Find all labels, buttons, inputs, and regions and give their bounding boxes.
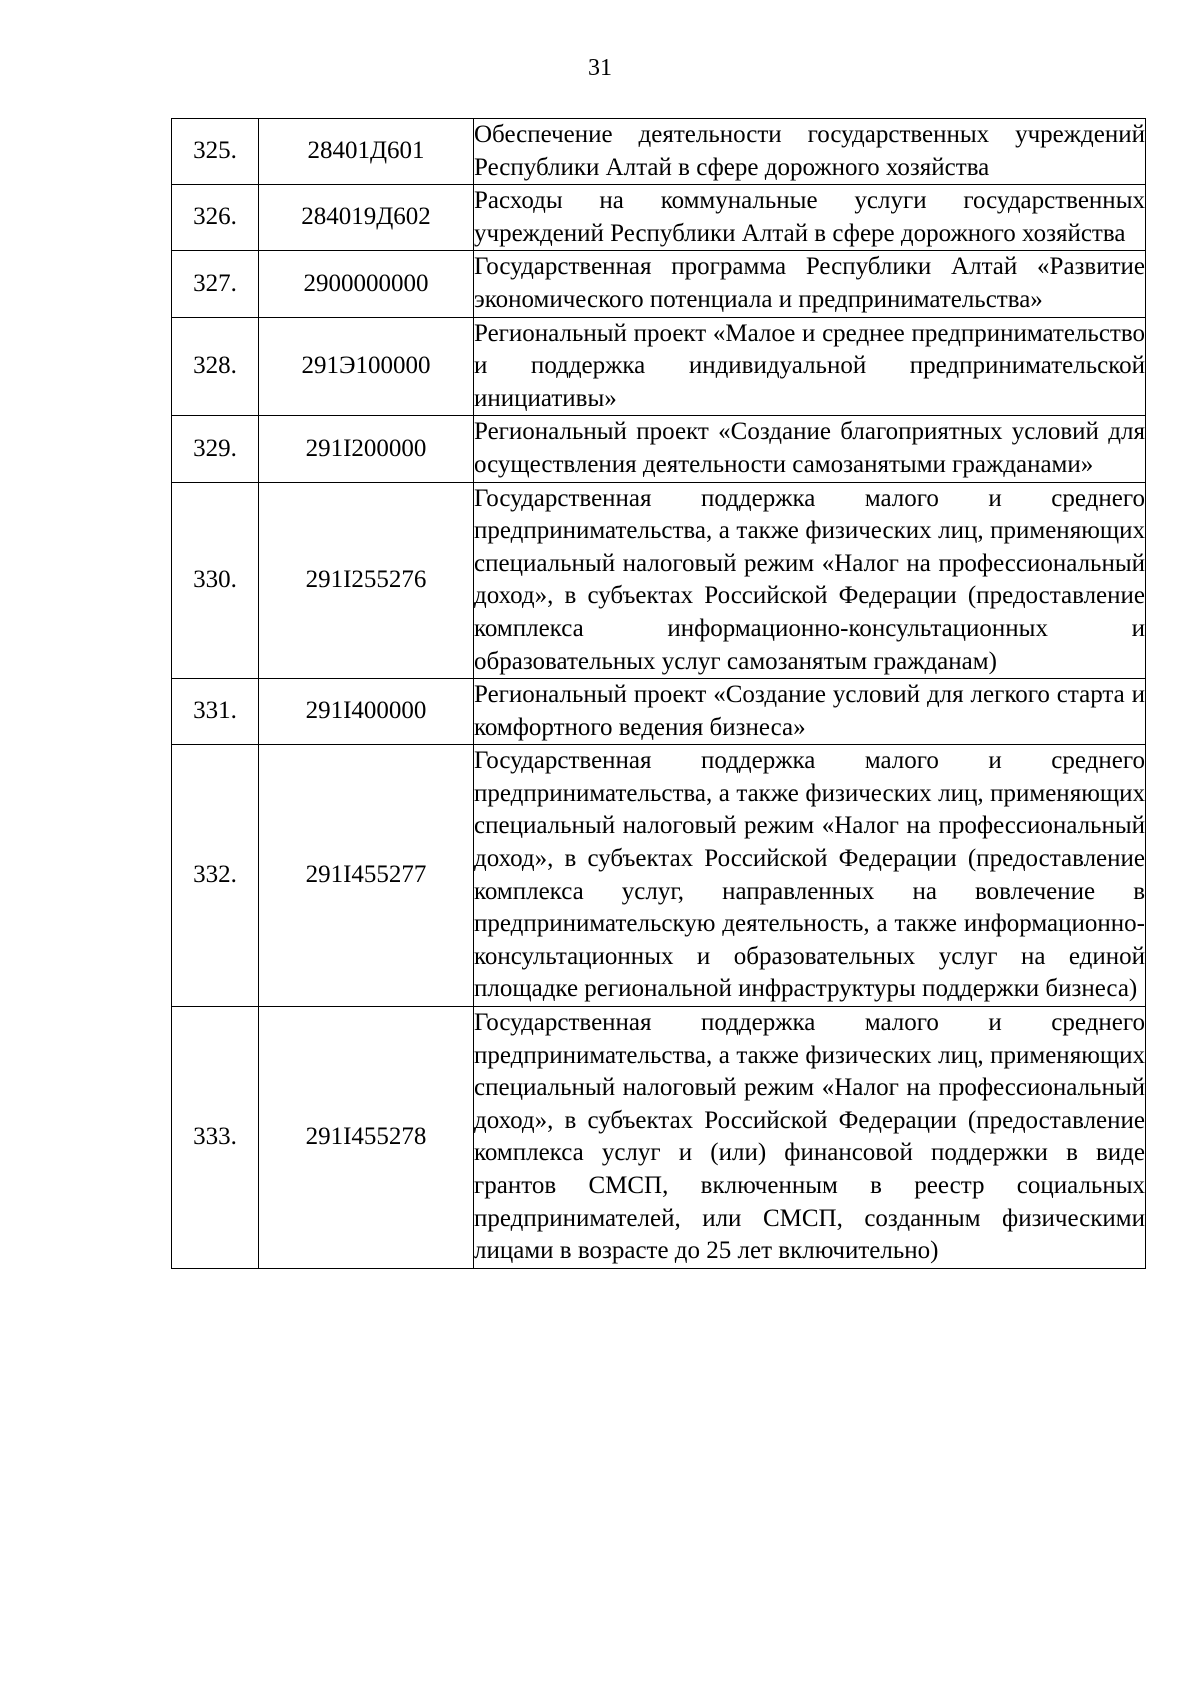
row-description [474, 416, 1146, 482]
row-number: 326. [172, 185, 259, 251]
row-number: 328. [172, 317, 259, 416]
table-row [172, 416, 1146, 482]
row-description-text: Региональный проект «Создание благоприятных условий для осуществления деятельности самозанятыми гражданами» [474, 418, 1145, 478]
table-row [172, 1007, 1146, 1269]
row-code: 2900000000 [259, 251, 474, 317]
table-body [172, 119, 1146, 1269]
row-description-text: Региональный проект «Создание условий для легкого старта и комфортного ведения бизнеса» [474, 681, 1145, 741]
row-description [474, 317, 1146, 416]
table-row [172, 679, 1146, 745]
row-description-text: Региональный проект «Малое и среднее предпринимательство и поддержка индивидуальной предпринимательской инициативы» [474, 319, 1145, 412]
row-number: 331. [172, 679, 259, 745]
row-code: 291I455277 [259, 745, 474, 1007]
row-description [474, 251, 1146, 317]
row-description [474, 745, 1146, 1007]
row-description-text: Расходы на коммунальные услуги государственных учреждений Республики Алтай в сфере дорожного хозяйства [474, 187, 1145, 247]
table-row [172, 482, 1146, 679]
row-number: 330. [172, 482, 259, 679]
row-number: 332. [172, 745, 259, 1007]
row-code: 291Э100000 [259, 317, 474, 416]
table-row [172, 317, 1146, 416]
table-row [172, 119, 1146, 185]
row-description [474, 185, 1146, 251]
budget-code-table [171, 118, 1146, 1269]
row-code: 291I400000 [259, 679, 474, 745]
row-description-text: Государственная поддержка малого и среднего предпринимательства, а также физических лиц, применяющих специальный налоговый режим «Налог на профессиональный доход», в субъектах Российской Федерации (предоставление комплекса услуг, направленных на вовлечение в предпринимательскую деятельность, а также информационно-консультационных и образовательных услуг на единой площадке региональной инфраструктуры поддержки бизнеса) [474, 747, 1145, 1003]
row-number: 329. [172, 416, 259, 482]
row-description-text: Государственная поддержка малого и среднего предпринимательства, а также физических лиц, применяющих специальный налоговый режим «Налог на профессиональный доход», в субъектах Российской Федерации (предоставление комплекса услуг и (или) финансовой поддержки в виде грантов СМСП, включенным в реестр социальных предпринимателей, или СМСП, созданным физическими лицами в возрасте до 25 лет включительно) [474, 1009, 1145, 1265]
row-number: 327. [172, 251, 259, 317]
table-row [172, 251, 1146, 317]
row-code: 284019Д602 [259, 185, 474, 251]
row-description [474, 482, 1146, 679]
table-row [172, 745, 1146, 1007]
row-description [474, 119, 1146, 185]
row-description [474, 1007, 1146, 1269]
row-description-text: Государственная программа Республики Алтай «Развитие экономического потенциала и предпринимательства» [474, 253, 1145, 313]
row-code: 28401Д601 [259, 119, 474, 185]
row-code: 291I200000 [259, 416, 474, 482]
row-description-text: Обеспечение деятельности государственных учреждений Республики Алтай в сфере дорожного хозяйства [474, 121, 1145, 181]
row-description [474, 679, 1146, 745]
row-number: 325. [172, 119, 259, 185]
row-code: 291I255276 [259, 482, 474, 679]
table-row [172, 185, 1146, 251]
row-description-text: Государственная поддержка малого и среднего предпринимательства, а также физических лиц, применяющих специальный налоговый режим «Налог на профессиональный доход», в субъектах Российской Федерации (предоставление комплекса информационно-консультационных и образовательных услуг самозанятым гражданам) [474, 484, 1145, 675]
page-number: 31 [588, 55, 612, 81]
row-number: 333. [172, 1007, 259, 1269]
row-code: 291I455278 [259, 1007, 474, 1269]
